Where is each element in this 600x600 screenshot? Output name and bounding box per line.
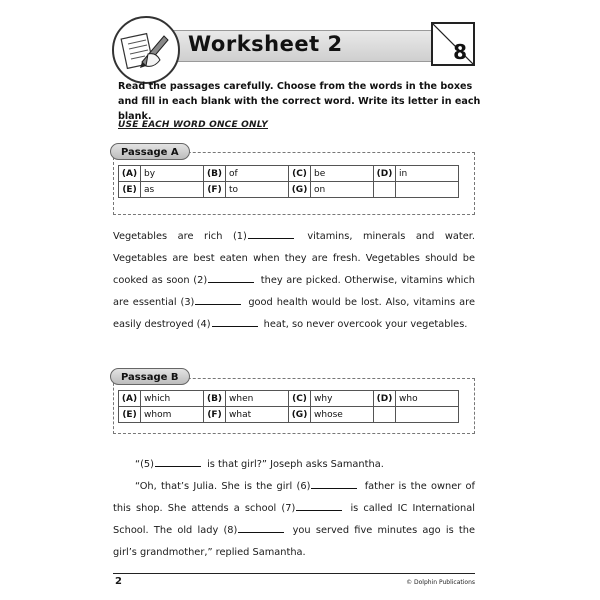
- word-option: who: [396, 391, 459, 407]
- worksheet-title: Worksheet 2: [188, 32, 343, 56]
- word-letter: (A): [119, 391, 141, 407]
- answer-blank-2[interactable]: [208, 272, 254, 283]
- passage-text: they are picked. Otherwise, vitamins which are essential (3): [113, 275, 475, 308]
- passage-text: is that girl?” Joseph asks Samantha.: [207, 459, 384, 470]
- answer-blank-4[interactable]: [212, 316, 258, 327]
- passage-text: is called IC International School. The old lady (8): [113, 503, 475, 536]
- empty-cell: [374, 182, 396, 198]
- passage-b-tab: Passage B: [110, 368, 190, 385]
- publisher-credit: © Dolphin Publications: [406, 579, 475, 586]
- worksheet-number: 8: [453, 40, 467, 64]
- table-row: [119, 407, 459, 423]
- word-letter: (F): [204, 407, 226, 423]
- word-letter: (E): [119, 407, 141, 423]
- word-letter: (G): [289, 407, 311, 423]
- passage-text: “(5): [135, 459, 154, 470]
- word-option: which: [141, 391, 204, 407]
- word-letter: (D): [374, 166, 396, 182]
- passage-b-word-table: [118, 390, 459, 423]
- passage-a-tab: Passage A: [110, 143, 190, 160]
- passage-text: you served five minutes ago is the girl’s grandmother,” replied Samantha.: [113, 525, 475, 558]
- answer-blank-3[interactable]: [195, 294, 241, 305]
- writing-hand-icon: [112, 16, 180, 84]
- word-option: by: [141, 166, 204, 182]
- passage-text: good health would be lost. Also, vitamins are easily destroyed (4): [113, 297, 475, 330]
- word-letter: (C): [289, 391, 311, 407]
- passage-b-paragraph-2: [113, 476, 475, 564]
- answer-blank-6[interactable]: [311, 478, 357, 489]
- word-letter: (F): [204, 182, 226, 198]
- empty-cell: [396, 407, 459, 423]
- word-option: be: [311, 166, 374, 182]
- answer-blank-7[interactable]: [296, 500, 342, 511]
- word-option: whose: [311, 407, 374, 423]
- passage-text: father is the owner of this shop. She attends a school (7): [113, 481, 475, 514]
- word-letter: (C): [289, 166, 311, 182]
- instructions-text: Read the passages carefully. Choose from the words in the boxes and fill in each blank with the correct word. Write its letter in each blank.: [118, 81, 481, 122]
- word-letter: (E): [119, 182, 141, 198]
- word-letter: (G): [289, 182, 311, 198]
- passage-text: heat, so never overcook your vegetables.: [263, 319, 468, 330]
- word-option: as: [141, 182, 204, 198]
- word-option: why: [311, 391, 374, 407]
- word-letter: (A): [119, 166, 141, 182]
- table-row: [119, 391, 459, 407]
- word-option: of: [226, 166, 289, 182]
- word-option: what: [226, 407, 289, 423]
- answer-blank-1[interactable]: [248, 228, 294, 239]
- passage-text: “Oh, that’s Julia. She is the girl (6): [135, 481, 311, 492]
- word-option: to: [226, 182, 289, 198]
- word-option: whom: [141, 407, 204, 423]
- passage-a-text: [113, 226, 475, 336]
- answer-blank-8[interactable]: [238, 522, 284, 533]
- table-row: [119, 182, 459, 198]
- empty-cell: [374, 407, 396, 423]
- table-row: [119, 166, 459, 182]
- page-number: 2: [115, 576, 122, 587]
- footer-divider: [113, 573, 475, 574]
- empty-cell: [396, 182, 459, 198]
- word-option: in: [396, 166, 459, 182]
- passage-text: vitamins, minerals and water. Vegetables are best eaten when they are fresh. Vegetables should be cooked as soon (2): [113, 231, 475, 286]
- word-letter: (B): [204, 166, 226, 182]
- word-letter: (B): [204, 391, 226, 407]
- word-letter: (D): [374, 391, 396, 407]
- passage-b-paragraph-1: [113, 454, 475, 476]
- use-once-note: USE EACH WORD ONCE ONLY: [118, 120, 268, 130]
- answer-blank-5[interactable]: [155, 456, 201, 467]
- passage-text: Vegetables are rich (1): [113, 231, 247, 242]
- passage-a-word-table: [118, 165, 459, 198]
- word-option: on: [311, 182, 374, 198]
- word-option: when: [226, 391, 289, 407]
- worksheet-number-box: [431, 22, 475, 66]
